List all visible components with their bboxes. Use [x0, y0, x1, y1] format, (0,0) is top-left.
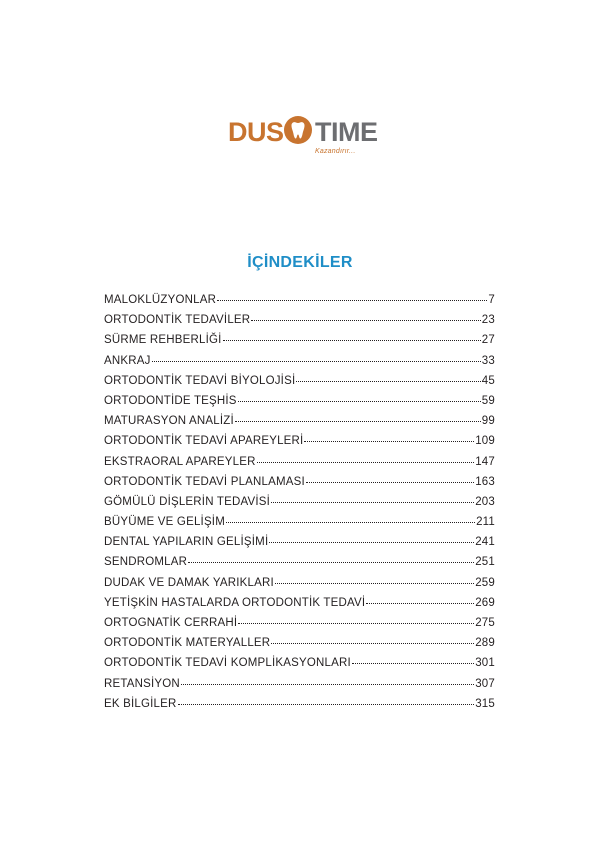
toc-entry-page: 203	[475, 495, 495, 508]
dot-leader	[296, 381, 480, 382]
dot-leader	[188, 562, 474, 563]
toc-entry	[104, 577, 495, 597]
dot-leader	[226, 522, 475, 523]
toc-entry-title: EK BİLGİLER	[104, 697, 177, 710]
toc-entry-title: GÖMÜLÜ DİŞLERİN TEDAVİSİ	[104, 495, 271, 508]
dot-leader	[223, 340, 481, 341]
dot-leader	[152, 361, 481, 362]
toc-entry-title: MATURASYON ANALİZİ	[104, 415, 234, 428]
toc-entry-title: SENDROMLAR	[104, 556, 188, 569]
toc-entry-page: 109	[475, 435, 495, 448]
dot-leader	[352, 663, 474, 664]
toc-entry	[104, 657, 495, 677]
toc-entry-title: ORTODONTİDE TEŞHİS	[104, 394, 237, 407]
toc-entry-page: 147	[475, 455, 495, 468]
toc-entry	[104, 516, 495, 536]
dot-leader	[251, 320, 481, 321]
toc-entry-title: ANKRAJ	[104, 354, 151, 367]
dustime-logo	[228, 112, 378, 162]
toc-entry	[104, 637, 495, 657]
dot-leader	[271, 502, 474, 503]
dot-leader	[271, 643, 474, 644]
toc-entry-page: 33	[481, 354, 495, 367]
toc-entry-page: 301	[475, 657, 495, 670]
toc-entry-title: ORTODONTİK TEDAVİ APAREYLERİ	[104, 435, 304, 448]
toc-entry-page: 269	[475, 596, 495, 609]
toc-entry-title: DUDAK VE DAMAK YARIKLARI	[104, 576, 274, 589]
dot-leader	[275, 583, 474, 584]
toc-entry	[104, 476, 495, 496]
toc-entry-title: ORTODONTİK TEDAVİ BİYOLOJİSİ	[104, 374, 296, 387]
table-of-contents	[104, 294, 495, 718]
toc-entry-page: 289	[475, 637, 495, 650]
toc-entry	[104, 698, 495, 718]
logo-word-dus: DUS	[228, 117, 284, 147]
toc-entry	[104, 456, 495, 476]
toc-entry-title: ORTOGNATİK CERRAHİ	[104, 617, 238, 629]
dot-leader	[366, 603, 474, 604]
toc-entry	[104, 375, 495, 395]
toc-entry-page: 23	[481, 314, 495, 327]
tooth-icon	[282, 114, 314, 146]
toc-entry-title: SÜRME REHBERLİĞİ	[104, 334, 222, 347]
toc-entry-page: 307	[475, 677, 495, 690]
dot-leader	[257, 462, 475, 463]
toc-entry-page: 241	[475, 536, 495, 549]
toc-entry	[104, 294, 495, 314]
toc-heading: İÇİNDEKİLER	[247, 254, 353, 271]
toc-entry-page: 211	[476, 516, 495, 529]
toc-entry-page: 275	[475, 617, 495, 629]
dot-leader	[238, 401, 481, 402]
toc-entry-page: 7	[488, 294, 495, 306]
toc-entry-page: 315	[475, 697, 495, 710]
toc-entry-title: YETİŞKİN HASTALARDA ORTODONTİK TEDAVİ	[104, 596, 366, 609]
toc-entry	[104, 496, 495, 516]
toc-entry	[104, 435, 495, 455]
toc-entry	[104, 597, 495, 617]
toc-entry	[104, 395, 495, 415]
toc-entry	[104, 536, 495, 556]
toc-entry-title: MALOKLÜZYONLAR	[104, 294, 217, 306]
logo-word-time: TIME	[315, 117, 378, 147]
dot-leader	[217, 300, 487, 301]
toc-entry-title: ORTODONTİK TEDAVİ PLANLAMASI	[104, 475, 305, 488]
toc-entry-page: 27	[481, 334, 495, 347]
toc-entry-title: RETANSİYON	[104, 677, 180, 690]
toc-entry-page: 99	[481, 415, 495, 428]
toc-entry-page: 59	[481, 394, 495, 407]
toc-entry	[104, 314, 495, 334]
toc-entry-title: ORTODONTİK TEDAVİLER	[104, 314, 251, 327]
toc-entry-title: ORTODONTİK TEDAVİ KOMPLİKASYONLARI	[104, 657, 351, 670]
toc-entry-page: 45	[481, 374, 495, 387]
toc-entry	[104, 556, 495, 576]
dot-leader	[306, 482, 474, 483]
toc-entry-page: 251	[475, 556, 495, 569]
toc-entry-title: EKSTRAORAL APAREYLER	[104, 455, 256, 468]
dot-leader	[238, 623, 474, 624]
toc-entry	[104, 415, 495, 435]
toc-entry-title: DENTAL YAPILARIN GELİŞİMİ	[104, 536, 269, 549]
dot-leader	[304, 441, 474, 442]
toc-entry-title: ORTODONTİK MATERYALLER	[104, 637, 271, 650]
toc-entry	[104, 334, 495, 354]
toc-entry-page: 259	[475, 576, 495, 589]
toc-entry	[104, 617, 495, 637]
toc-entry-title: BÜYÜME VE GELİŞİM	[104, 516, 225, 529]
dot-leader	[269, 542, 474, 543]
toc-entry-page: 163	[475, 475, 495, 488]
toc-entry	[104, 678, 495, 698]
logo-tagline: Kazandırır...	[315, 148, 356, 155]
toc-entry	[104, 355, 495, 375]
dot-leader	[178, 704, 475, 705]
dot-leader	[235, 421, 481, 422]
dot-leader	[181, 684, 474, 685]
